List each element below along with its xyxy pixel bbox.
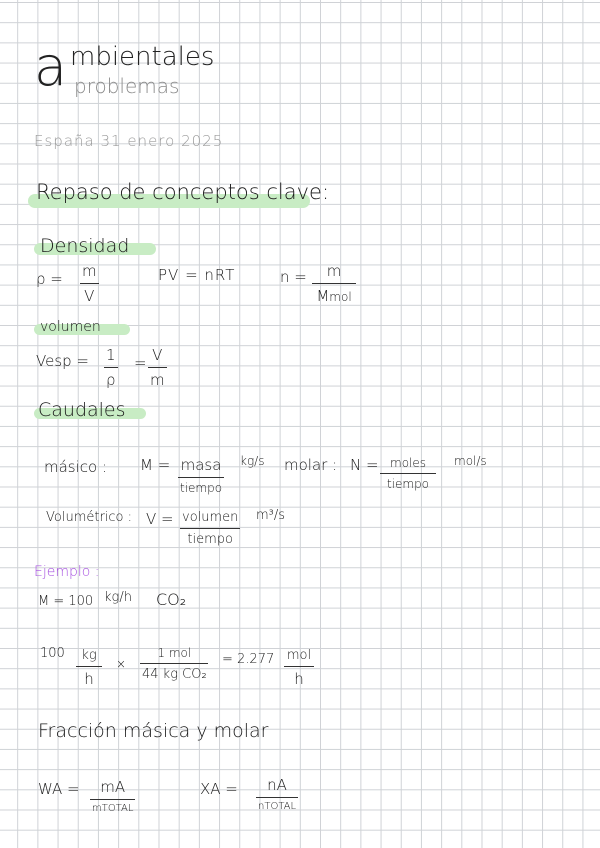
mass-flow-symbol: M = xyxy=(140,456,171,474)
fraction-numerator: kg xyxy=(81,648,97,663)
calc-start-value: 100 xyxy=(40,646,65,661)
specific-volume-label: Vesp = xyxy=(36,352,89,370)
molar-flow-symbol: N = xyxy=(350,456,379,474)
volumetric-flow-symbol: V = xyxy=(146,510,174,528)
fraction-denominator: tiempo xyxy=(386,477,430,491)
moles-denominator xyxy=(314,287,353,305)
title-initial: a xyxy=(34,35,68,98)
molar-flow-label: molar : xyxy=(284,456,338,474)
page-title: mbientales xyxy=(70,42,215,72)
page-subtitle: problemas xyxy=(74,74,180,98)
fraction-denominator: nTOTAL xyxy=(258,801,297,812)
fraction-bar xyxy=(80,283,99,284)
fraction-numerator: masa xyxy=(180,456,222,474)
fraction-denominator: mTOTAL xyxy=(92,803,134,814)
ideal-gas-law: PV = nRT xyxy=(158,266,236,284)
mass-flow-label: másico : xyxy=(44,458,108,476)
fraction-bar xyxy=(76,666,102,667)
fraction-bar xyxy=(180,528,240,529)
flows-heading: Caudales xyxy=(38,399,126,421)
fraction-numerator: nA xyxy=(267,776,287,794)
fraction-numerator: V xyxy=(152,346,163,364)
example-given-unit: kg/h xyxy=(104,590,132,605)
molar-fraction-symbol: XA = xyxy=(200,780,238,798)
fraction-numerator: mA xyxy=(100,778,126,796)
example-compound: CO₂ xyxy=(156,590,187,609)
moles-label: n = xyxy=(280,268,307,286)
molar-flow-fraction xyxy=(380,456,436,491)
mass-fraction-symbol: WA = xyxy=(38,780,80,798)
fraction-bar xyxy=(284,666,314,667)
fraction-bar xyxy=(140,663,208,664)
rho-label: ρ = xyxy=(36,270,63,288)
specific-volume-fraction-2 xyxy=(148,346,167,389)
fraction-bar xyxy=(178,477,224,478)
density-heading: Densidad xyxy=(40,235,130,257)
calc-result-unit xyxy=(284,648,314,688)
moles-fraction xyxy=(312,262,356,305)
mass-fraction xyxy=(90,778,135,814)
fraction-denominator: 44 kg CO₂ xyxy=(142,667,207,682)
molar-fraction xyxy=(256,776,298,812)
rho-denominator: V xyxy=(84,287,95,305)
fraction-numerator: mol xyxy=(286,648,312,663)
calc-fraction-1 xyxy=(76,648,102,688)
volumetric-flow-label: Volumétrico : xyxy=(46,510,133,525)
calc-result-value: = 2.277 xyxy=(222,652,275,667)
fraction-numerator: volumen xyxy=(182,510,239,525)
fraction-bar xyxy=(90,799,135,800)
fraction-bar xyxy=(380,473,436,474)
section-title: Repaso de conceptos clave: xyxy=(36,180,330,204)
molar-flow-unit: mol/s xyxy=(454,454,487,468)
fraction-numerator: 1 mol xyxy=(157,646,192,660)
calc-fraction-2 xyxy=(140,646,209,682)
fractions-heading: Fracción másica y molar xyxy=(38,720,269,742)
fraction-denominator: h xyxy=(84,670,94,688)
fraction-numerator: moles xyxy=(390,456,426,470)
rho-numerator: m xyxy=(82,262,97,280)
molar-mass-subscript: mol xyxy=(329,290,352,304)
specific-volume-fraction-1 xyxy=(104,346,118,389)
example-heading: Ejemplo : xyxy=(34,564,100,580)
mass-flow-fraction xyxy=(178,456,224,495)
fraction-bar xyxy=(256,797,298,798)
fraction-denominator: tiempo xyxy=(180,481,223,495)
fraction-bar xyxy=(104,367,118,368)
multiply-sign: × xyxy=(116,657,127,671)
mass-flow-unit: kg/s xyxy=(240,454,265,468)
volumetric-flow-unit: m³/s xyxy=(256,508,286,523)
rho-fraction xyxy=(80,262,99,305)
fraction-bar xyxy=(148,367,167,368)
fraction-bar xyxy=(312,283,356,284)
fraction-numerator: 1 xyxy=(106,346,116,364)
fraction-denominator: tiempo xyxy=(187,532,233,547)
page-date: España 31 enero 2025 xyxy=(34,132,224,150)
fraction-denominator: h xyxy=(294,670,304,688)
fraction-denominator: ρ xyxy=(106,371,116,389)
molar-mass-symbol: M xyxy=(316,287,330,305)
fraction-denominator: m xyxy=(150,371,165,389)
example-given: M = 100 xyxy=(38,594,94,609)
volumetric-flow-fraction xyxy=(180,510,240,547)
volume-heading: volumen xyxy=(40,319,101,335)
equals-sign: = xyxy=(134,354,147,372)
moles-numerator: m xyxy=(326,262,342,280)
